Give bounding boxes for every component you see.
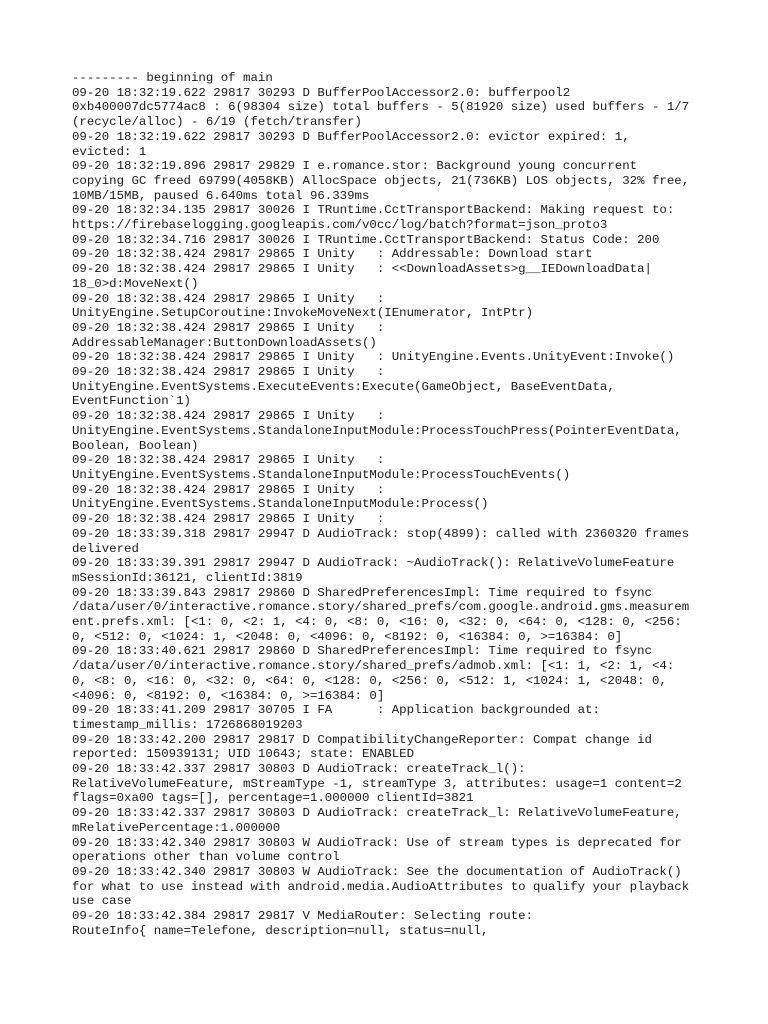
log-line: delivered xyxy=(72,541,139,556)
log-line: 0xb400007dc5774ac8 : 6(98304 size) total buffers - 5(81920 size) used buffers - 1/7 xyxy=(72,100,690,115)
log-line: 09-20 18:33:42.337 29817 30803 D AudioTrack: createTrack_l: RelativeVolumeFeature, xyxy=(72,806,682,821)
log-line: timestamp_millis: 1726868019203 xyxy=(72,717,303,732)
log-line: 09-20 18:33:41.209 29817 30705 I FA : Application backgrounded at: xyxy=(72,703,600,718)
log-line: evicted: 1 xyxy=(72,144,147,159)
log-line: 09-20 18:32:38.424 29817 29865 I Unity : xyxy=(72,291,385,306)
log-line: 09-20 18:32:38.424 29817 29865 I Unity : xyxy=(72,409,385,424)
log-line: EventFunction`1) xyxy=(72,394,191,409)
log-line: UnityEngine.EventSystems.StandaloneInputModule:Process() xyxy=(72,497,489,512)
log-line: use case xyxy=(72,894,132,909)
log-line: Boolean, Boolean) xyxy=(72,438,199,453)
log-line: 10MB/15MB, paused 6.640ms total 96.339ms xyxy=(72,188,370,203)
log-line: 09-20 18:32:38.424 29817 29865 I Unity : xyxy=(72,512,385,527)
log-line: 09-20 18:33:39.391 29817 29947 D AudioTrack: ~AudioTrack(): RelativeVolumeFeature xyxy=(72,556,675,571)
log-line: operations other than volume control xyxy=(72,850,340,865)
log-line: flags=0xa00 tags=[], percentage=1.000000 clientId=3821 xyxy=(72,791,474,806)
log-line: 09-20 18:32:19.896 29817 29829 I e.romance.stor: Background young concurrent xyxy=(72,159,638,174)
log-line: /data/user/0/interactive.romance.story/shared_prefs/com.google.android.gms.measurem xyxy=(72,600,690,615)
log-line: mRelativePercentage:1.000000 xyxy=(72,820,281,835)
log-line: 09-20 18:32:38.424 29817 29865 I Unity : xyxy=(72,320,385,335)
log-line: 09-20 18:32:38.424 29817 29865 I Unity : xyxy=(72,365,385,380)
log-line: 09-20 18:32:38.424 29817 29865 I Unity : Addressable: Download start xyxy=(72,247,593,262)
log-line: https://firebaselogging.googleapis.com/v0cc/log/batch?format=json_proto3 xyxy=(72,218,608,233)
log-line: (recycle/alloc) - 6/19 (fetch/transfer) xyxy=(72,115,362,130)
log-line: 09-20 18:32:38.424 29817 29865 I Unity : xyxy=(72,482,385,497)
log-line: 09-20 18:32:38.424 29817 29865 I Unity : <<DownloadAssets>g__IEDownloadData| xyxy=(72,262,652,277)
log-line: UnityEngine.EventSystems.StandaloneInputModule:ProcessTouchPress(PointerEventData, xyxy=(72,423,682,438)
log-line: 09-20 18:32:38.424 29817 29865 I Unity : xyxy=(72,453,385,468)
log-line: 09-20 18:33:42.340 29817 30803 W AudioTrack: See the documentation of AudioTrack() xyxy=(72,864,682,879)
log-line: 09-20 18:32:34.135 29817 30026 I TRuntime.CctTransportBackend: Making request to: xyxy=(72,203,675,218)
log-line: RouteInfo{ name=Telefone, description=null, status=null, xyxy=(72,923,489,938)
log-document xyxy=(72,71,712,938)
log-line: UnityEngine.SetupCoroutine:InvokeMoveNext(IEnumerator, IntPtr) xyxy=(72,306,534,321)
log-line: UnityEngine.EventSystems.StandaloneInputModule:ProcessTouchEvents() xyxy=(72,467,571,482)
log-line: copying GC freed 69799(4058KB) AllocSpace objects, 21(736KB) LOS objects, 32% free, xyxy=(72,173,690,188)
log-line: --------- beginning of main xyxy=(72,71,273,85)
log-line: 09-20 18:33:39.843 29817 29860 D SharedPreferencesImpl: Time required to fsync xyxy=(72,585,652,600)
log-line: 09-20 18:33:42.200 29817 29817 D CompatibilityChangeReporter: Compat change id xyxy=(72,732,652,747)
log-line: <4096: 0, <8192: 0, <16384: 0, >=16384: 0] xyxy=(72,688,385,703)
log-line: 09-20 18:33:42.384 29817 29817 V MediaRouter: Selecting route: xyxy=(72,909,534,924)
log-line: 09-20 18:33:42.337 29817 30803 D AudioTrack: createTrack_l(): xyxy=(72,762,526,777)
log-line: 0, <512: 0, <1024: 1, <2048: 0, <4096: 0, <8192: 0, <16384: 0, >=16384: 0] xyxy=(72,629,623,644)
log-line: 0, <8: 0, <16: 0, <32: 0, <64: 0, <128: 0, <256: 0, <512: 1, <1024: 1, <2048: 0, xyxy=(72,673,667,688)
log-line: 09-20 18:33:40.621 29817 29860 D SharedPreferencesImpl: Time required to fsync xyxy=(72,644,652,659)
log-line: 09-20 18:32:19.622 29817 30293 D BufferPoolAccessor2.0: bufferpool2 xyxy=(72,85,571,100)
log-line: AddressableManager:ButtonDownloadAssets() xyxy=(72,335,377,350)
log-line: UnityEngine.EventSystems.ExecuteEvents:Execute(GameObject, BaseEventData, xyxy=(72,379,615,394)
log-line: RelativeVolumeFeature, mStreamType -1, streamType 3, attributes: usage=1 content=2 xyxy=(72,776,682,791)
log-line: 09-20 18:32:19.622 29817 30293 D BufferPoolAccessor2.0: evictor expired: 1, xyxy=(72,129,630,144)
log-line: 09-20 18:33:42.340 29817 30803 W AudioTrack: Use of stream types is deprecated for xyxy=(72,835,682,850)
log-line: reported: 150939131; UID 10643; state: ENABLED xyxy=(72,747,415,762)
log-line: 09-20 18:33:39.318 29817 29947 D AudioTrack: stop(4899): called with 2360320 frames xyxy=(72,526,690,541)
log-line: mSessionId:36121, clientId:3819 xyxy=(72,570,303,585)
log-line: 18_0>d:MoveNext() xyxy=(72,276,199,291)
log-line: for what to use instead with android.media.AudioAttributes to qualify your playback xyxy=(72,879,690,894)
log-line: 09-20 18:32:34.716 29817 30026 I TRuntime.CctTransportBackend: Status Code: 200 xyxy=(72,232,660,247)
log-line: /data/user/0/interactive.romance.story/shared_prefs/admob.xml: [<1: 1, <2: 1, <4: xyxy=(72,659,675,674)
log-line: 09-20 18:32:38.424 29817 29865 I Unity : UnityEngine.Events.UnityEvent:Invoke() xyxy=(72,350,675,365)
log-line: ent.prefs.xml: [<1: 0, <2: 1, <4: 0, <8: 0, <16: 0, <32: 0, <64: 0, <128: 0, <256: xyxy=(72,615,682,630)
